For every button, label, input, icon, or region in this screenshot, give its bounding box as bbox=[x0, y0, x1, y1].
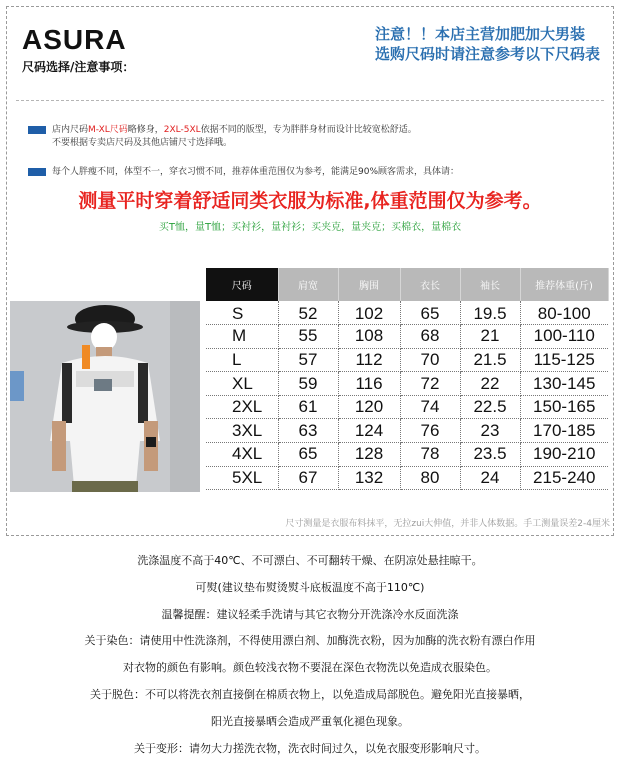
table-cell: 132 bbox=[338, 466, 400, 490]
column-header: 袖长 bbox=[460, 268, 520, 301]
blue-marker-icon bbox=[28, 126, 46, 134]
column-header: 推荐体重(斤) bbox=[520, 268, 608, 301]
model-photo bbox=[10, 301, 200, 492]
table-cell: 128 bbox=[338, 443, 400, 467]
table-cell: 21.5 bbox=[460, 348, 520, 372]
table-cell: 215-240 bbox=[520, 466, 608, 490]
table-cell: 65 bbox=[278, 443, 338, 467]
brand-logo: ASURA bbox=[22, 24, 127, 55]
table-cell: 76 bbox=[400, 419, 460, 443]
table-cell: 120 bbox=[338, 395, 400, 419]
table-cell: 100-110 bbox=[520, 325, 608, 349]
table-header-row bbox=[206, 268, 608, 301]
table-cell: 108 bbox=[338, 325, 400, 349]
table-cell: 124 bbox=[338, 419, 400, 443]
table-cell: 80-100 bbox=[520, 301, 608, 325]
table-cell: 112 bbox=[338, 348, 400, 372]
measure-tip: 买T恤，量T恤；买衬衫，量衬衫；买夹克，量夹克；买棉衣，量棉衣 bbox=[158, 222, 462, 233]
measurement-footnote: 尺寸测量是衣服布料抹平，无拉zui大伸值，并非人体数据。手工测量误差2-4厘米 bbox=[285, 519, 610, 529]
table-row bbox=[206, 395, 608, 419]
note-text: 略修身， bbox=[127, 125, 164, 135]
table-cell: 61 bbox=[278, 395, 338, 419]
table-cell: 78 bbox=[400, 443, 460, 467]
table-cell: 4XL bbox=[206, 443, 278, 467]
table-row bbox=[206, 372, 608, 396]
table-cell: 55 bbox=[278, 325, 338, 349]
table-cell: 52 bbox=[278, 301, 338, 325]
column-header: 衣长 bbox=[400, 268, 460, 301]
table-cell: 68 bbox=[400, 325, 460, 349]
table-cell: 2XL bbox=[206, 395, 278, 419]
table-cell: L bbox=[206, 348, 278, 372]
table-cell: 23.5 bbox=[460, 443, 520, 467]
column-header: 胸围 bbox=[338, 268, 400, 301]
table-row bbox=[206, 466, 608, 490]
page-subtitle: 尺码选择/注意事项： bbox=[22, 60, 135, 74]
table-cell: 74 bbox=[400, 395, 460, 419]
table-cell: 21 bbox=[460, 325, 520, 349]
table-row bbox=[206, 443, 608, 467]
note-text: 不要根据专卖店尺码及其他店铺尺寸选择哦。 bbox=[52, 138, 233, 148]
table-cell: 23 bbox=[460, 419, 520, 443]
care-line: 关于变形：请勿大力搓洗衣物，洗衣时间过久，以免衣服变形影响尺寸。 bbox=[134, 741, 486, 755]
table-cell: 80 bbox=[400, 466, 460, 490]
notice-line: 选购尺码时请注意参考以下尺码表 bbox=[374, 45, 600, 63]
care-line: 阳光直接暴晒会造成严重氧化褪色现象。 bbox=[211, 714, 409, 728]
table-cell: 115-125 bbox=[520, 348, 608, 372]
model-illustration bbox=[10, 301, 200, 492]
table-cell: 24 bbox=[460, 466, 520, 490]
table-cell: 116 bbox=[338, 372, 400, 396]
measure-headline: 测量平时穿着舒适同类衣服为标准,体重范围仅为参考。 bbox=[78, 190, 542, 212]
care-line: 关于染色：请使用中性洗涤剂，不得使用漂白剂、加酶洗衣粉，因为加酶的洗衣粉有漂白作用 bbox=[84, 634, 536, 648]
table-cell: 67 bbox=[278, 466, 338, 490]
table-cell: 22.5 bbox=[460, 395, 520, 419]
note-text: 店内尺码 bbox=[52, 125, 89, 135]
table-cell: 22 bbox=[460, 372, 520, 396]
table-cell: M bbox=[206, 325, 278, 349]
care-line: 洗涤温度不高于40℃、不可漂白、不可翻转干燥、在阴凉处悬挂晾干。 bbox=[137, 554, 483, 567]
table-row bbox=[206, 419, 608, 443]
care-line: 可熨(建议垫布熨烫熨斗底板温度不高于110℃) bbox=[195, 580, 425, 594]
sizing-note bbox=[28, 124, 417, 150]
care-line: 温馨提醒：建议轻柔手洗请与其它衣物分开洗涤冷水反面洗涤 bbox=[161, 607, 459, 621]
table-row bbox=[206, 348, 608, 372]
table-cell: 5XL bbox=[206, 466, 278, 490]
table-cell: 190-210 bbox=[520, 443, 608, 467]
table-cell: 63 bbox=[278, 419, 338, 443]
table-cell: 150-165 bbox=[520, 395, 608, 419]
column-header: 肩宽 bbox=[278, 268, 338, 301]
note-highlight: M-XL尺码 bbox=[88, 125, 128, 135]
table-cell: 72 bbox=[400, 372, 460, 396]
table-cell: 70 bbox=[400, 348, 460, 372]
table-cell: 59 bbox=[278, 372, 338, 396]
table-row bbox=[206, 325, 608, 349]
note-text: 每个人胖瘦不同，体型不一，穿衣习惯不同，推荐体重范围仅为参考，能满足90%顾客需求，具体请： bbox=[52, 167, 460, 177]
table-cell: S bbox=[206, 301, 278, 325]
table-cell: 102 bbox=[338, 301, 400, 325]
table-cell: 130-145 bbox=[520, 372, 608, 396]
divider bbox=[16, 100, 604, 101]
table-cell: 170-185 bbox=[520, 419, 608, 443]
table-cell: 57 bbox=[278, 348, 338, 372]
notice-line: 注意！！本店主营加肥加大男装 bbox=[374, 25, 585, 43]
table-cell: 65 bbox=[400, 301, 460, 325]
table-cell: 3XL bbox=[206, 419, 278, 443]
notice-block bbox=[375, 24, 600, 64]
care-line: 关于脱色：不可以将洗衣剂直接倒在棉质衣物上，以免造成局部脱色。避免阳光直接暴晒， bbox=[90, 687, 530, 701]
size-table bbox=[206, 268, 609, 490]
care-line: 对衣物的颜色有影响。颜色较浅衣物不要混在深色衣物洗以免造成衣服染色。 bbox=[123, 661, 497, 675]
table-cell: XL bbox=[206, 372, 278, 396]
note-text: 依据不同的版型，专为胖胖身材而设计比较宽松舒适。 bbox=[200, 125, 417, 135]
blue-marker-icon bbox=[28, 168, 46, 176]
measure-note bbox=[28, 166, 459, 179]
table-cell: 19.5 bbox=[460, 301, 520, 325]
care-instructions bbox=[0, 548, 620, 762]
table-row bbox=[206, 301, 608, 325]
note-highlight: 2XL-5XL bbox=[163, 125, 201, 135]
column-header: 尺码 bbox=[206, 268, 278, 301]
